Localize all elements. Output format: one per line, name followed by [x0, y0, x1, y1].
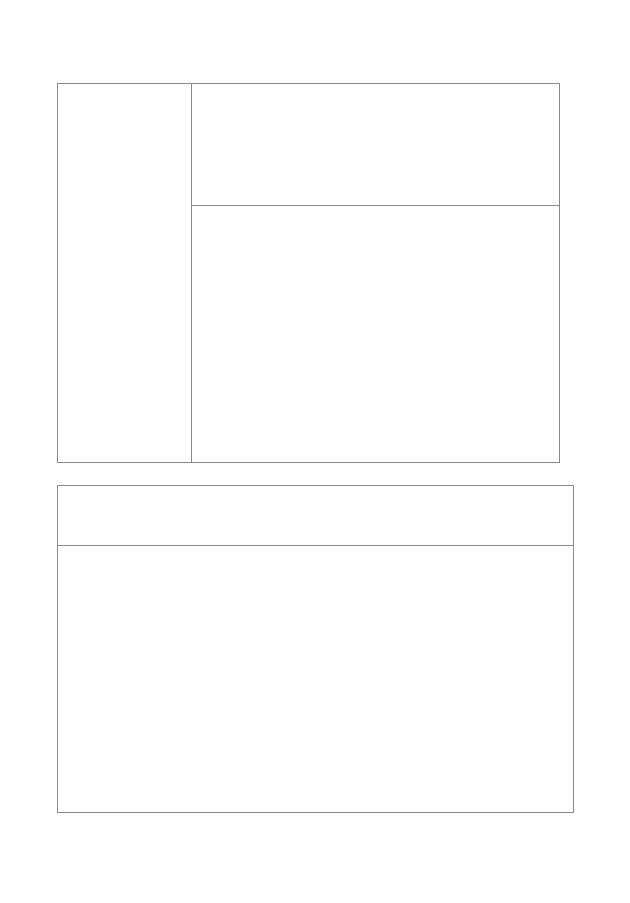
zero-carbon-table	[57, 83, 560, 463]
checkbox-section	[192, 84, 559, 206]
ghg-table-title	[58, 487, 573, 506]
ghg-table-header	[58, 486, 573, 546]
check-instruction	[198, 87, 559, 106]
zero-carbon-row-label-cell	[58, 84, 192, 462]
ghg-emissions-table	[57, 485, 574, 813]
ghg-note-line-1	[58, 506, 573, 525]
detail-instruction-2	[198, 228, 559, 248]
detail-input-area[interactable]	[192, 206, 559, 462]
detail-instruction-1	[198, 208, 559, 228]
ghg-note-line-2	[58, 525, 573, 544]
